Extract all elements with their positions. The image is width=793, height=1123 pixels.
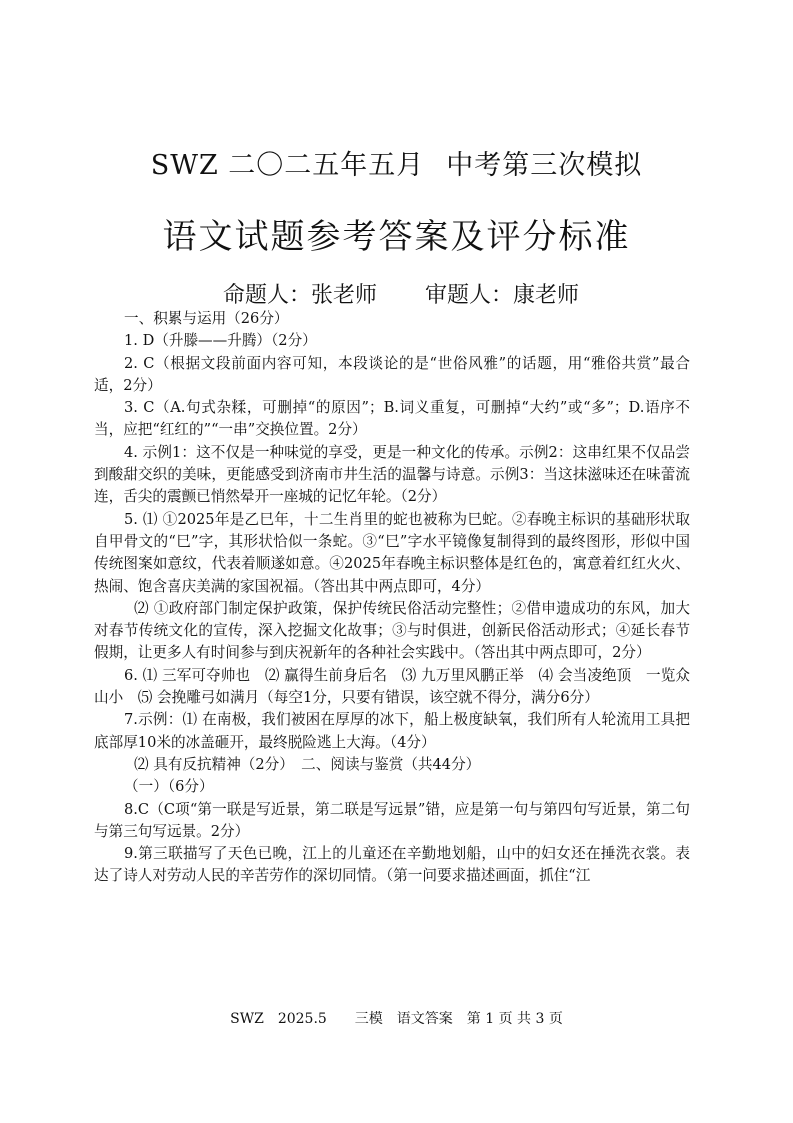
answer-q1: 1. D（升滕——升腾）（2分）	[124, 332, 317, 350]
author-label: 命题人：张老师	[223, 283, 378, 308]
answer-q4: 4. 示例1：这不仅是一种味觉的享受，更是一种文化的传承。示例2：这串红果不仅品尝到酸甜交织的美味，更能感受到济南市井生活的温馨与诗意。示例3：当这抹滋味还在味蕾流连，舌尖的震颤已悄然晕开一座城的记忆年轮。（2分）	[94, 443, 690, 506]
answer-q7-part1: 7.示例：⑴ 在南极，我们被困在厚厚的冰下，船上极度缺氧，我们所有人轮流用工具把底部厚10米的冰盖砸开，最终脱险逃上大海。（4分）	[94, 711, 690, 751]
exam-title	[0, 143, 793, 182]
exam-title-date: SWZ 二〇二五年五月	[150, 150, 425, 181]
answer-q7-part2: ⑵ 具有反抗精神（2分） 二、阅读与鉴赏（共44分）	[134, 755, 481, 773]
authors-line	[223, 278, 579, 309]
exam-title-name: 中考第三次模拟	[446, 150, 643, 181]
subsection-heading: （一）（6分）	[124, 778, 214, 796]
document-subtitle: 语文试题参考答案及评分标准	[162, 217, 631, 257]
section-heading: 一、积累与运用（26分）	[124, 310, 289, 327]
answer-q9: 9.第三联描写了天色已晚，江上的儿童还在辛勤地划船，山中的妇女还在捶洗衣裳。表达了诗人对劳动人民的辛苦劳作的深切同情。（第一问要求描述画面，抓住“江	[94, 845, 690, 885]
answer-q5-part1: 5. ⑴ ①2025年是乙巳年，十二生肖里的蛇也被称为巳蛇。②春晚主标识的基础形状取自甲骨文的“巳”字，其形状恰似一条蛇。③“巳”字水平镜像复制得到的最终图形，形似中国传统图案如意纹，代表着顺遂如意。④2025年春晚主标识整体是红色的，寓意着红红火火、热闹、饱含喜庆美满的家国祝福。（答出其中两点即可，4分）	[94, 510, 690, 595]
answer-body	[94, 308, 690, 888]
page-footer: SWZ 2025.5 三模 语文答案 第 1 页 共 3 页	[230, 1011, 563, 1027]
answer-q5-part2: ⑵ ①政府部门制定保护政策，保护传统民俗活动完整性；②借申遗成功的东风，加大对春节传统文化的宣传，深入挖掘文化故事；③与时俱进，创新民俗活动形式；④延长春节假期，让更多人有时间参与到庆祝新年的各种社会实践中。（答出其中两点即可，2分）	[94, 599, 690, 662]
reviewer-label: 审题人：康老师	[425, 283, 580, 308]
answer-q3: 3. C（A.句式杂糅，可删掉“的原因”；B.词义重复，可删掉“大约”或“多”；D.语序不当，应把“红红的”“一串”交换位置。2分）	[94, 399, 690, 439]
answer-q6: 6. ⑴ 三军可夺帅也 ⑵ 赢得生前身后名 ⑶ 九万里风鹏正举 ⑷ 会当凌绝顶 一览众山小 ⑸ 会挽雕弓如满月（每空1分，只要有错误，该空就不得分，满分6分）	[94, 666, 690, 707]
answer-q8: 8.C（C项“第一联是写近景，第二联是写远景”错，应是第一句与第四句写近景，第二句与第三句写远景。2分）	[94, 800, 690, 840]
answer-q2: 2. C（根据文段前面内容可知，本段谈论的是“世俗风雅”的话题，用“雅俗共赏”最合适，2分）	[94, 354, 690, 394]
